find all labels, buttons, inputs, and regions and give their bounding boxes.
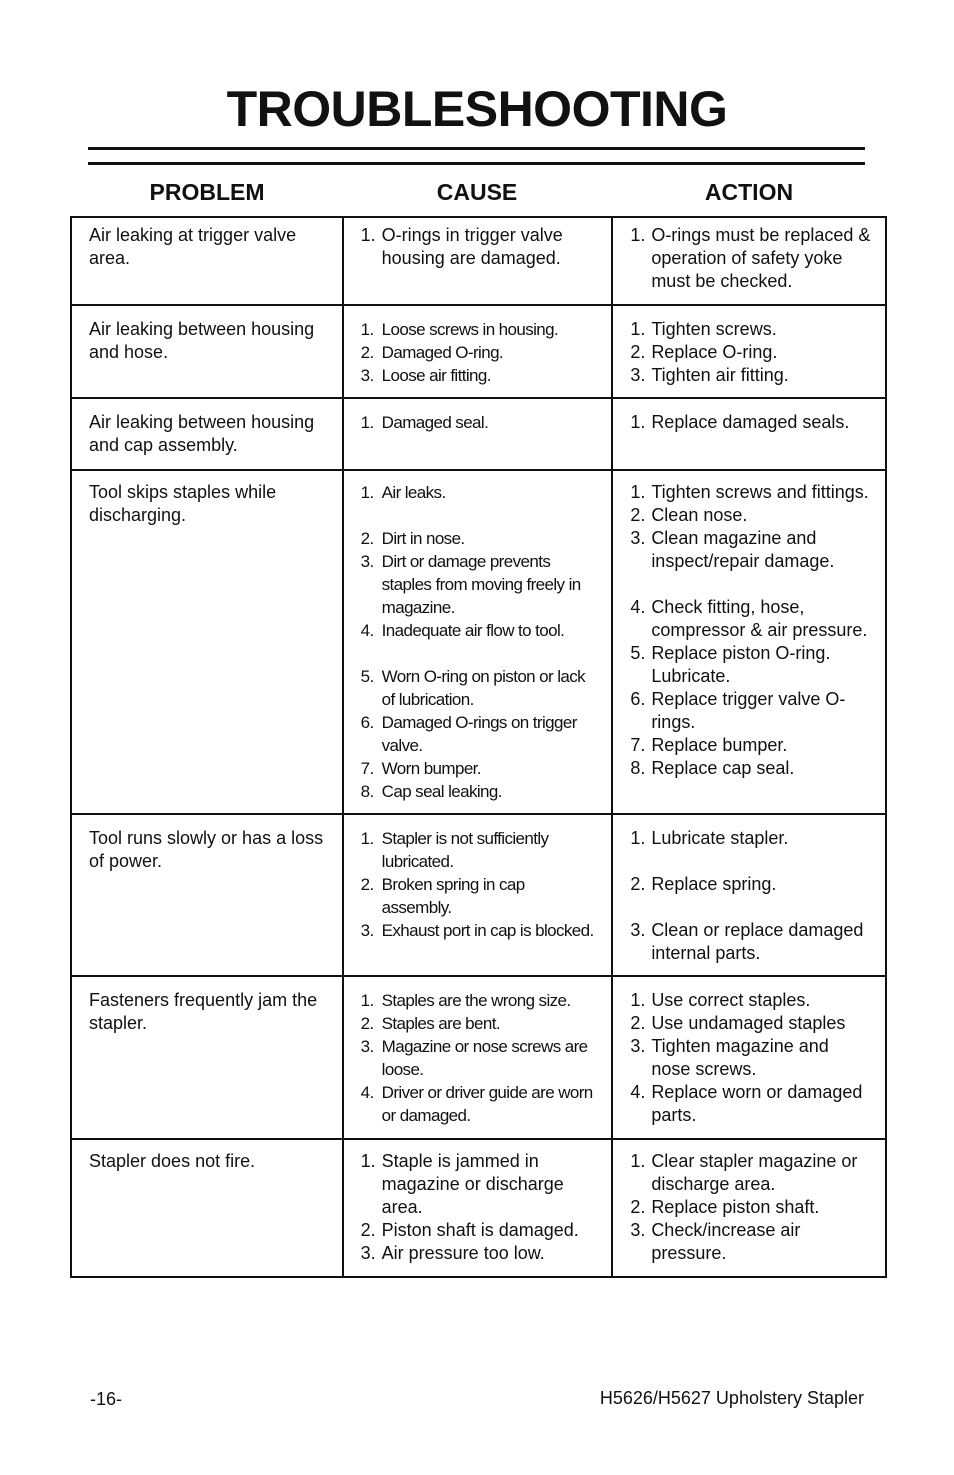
- cause-cell: [343, 217, 613, 305]
- list-item: 3. Magazine or nose screws are loose.: [360, 1037, 588, 1079]
- list-item: 4. Inadequate air flow to tool.: [360, 621, 565, 640]
- list-item: 2. Replace piston shaft.: [630, 1197, 820, 1217]
- action-cell: [612, 217, 886, 305]
- problem-cell: Air leaking between housing and cap assembly.: [71, 398, 343, 470]
- list-item: 3. Dirt or damage prevents staples from moving freely in magazine.: [360, 552, 581, 617]
- list-item: 1. Staple is jammed in magazine or discharge area.: [360, 1151, 564, 1217]
- column-header-cause: CAUSE: [436, 179, 518, 205]
- list-item: 1. Use correct staples.: [630, 990, 811, 1010]
- model-name: H5626/H5627 Upholstery Stapler: [599, 1388, 864, 1408]
- problem-cell: Fasteners frequently jam the stapler.: [71, 976, 343, 1139]
- table-row: [71, 217, 886, 305]
- action-cell: [612, 398, 886, 470]
- list-item: 3. Tighten air fitting.: [630, 365, 789, 385]
- list-item: 1. O-rings in trigger valve housing are damaged.: [360, 225, 563, 268]
- list-item: 5. Replace piston O-ring. Lubricate.: [630, 643, 831, 686]
- list-item: 3. Exhaust port in cap is blocked.: [360, 921, 594, 940]
- list-item: 3. Tighten magazine and nose screws.: [630, 1036, 829, 1079]
- list-item: 4. Check fitting, hose, compressor & air pressure.: [630, 597, 868, 640]
- action-cell: [612, 305, 886, 398]
- cause-cell: [343, 305, 613, 398]
- list-item: 3. Clean magazine and inspect/repair damage.: [630, 528, 835, 571]
- list-item: 2. Broken spring in cap assembly.: [360, 875, 525, 917]
- title-rule-bottom: [88, 162, 865, 165]
- problem-cell: Tool runs slowly or has a loss of power.: [71, 814, 343, 976]
- cause-cell: [343, 398, 613, 470]
- problem-cell: Air leaking at trigger valve area.: [71, 217, 343, 305]
- list-item: 3. Loose air fitting.: [360, 366, 491, 385]
- list-item: 1. Tighten screws and fittings.: [630, 482, 869, 502]
- list-item: 1. Tighten screws.: [630, 319, 777, 339]
- list-item: 2. Dirt in nose.: [360, 529, 465, 548]
- table-row: [71, 398, 886, 470]
- list-item: 4. Driver or driver guide are worn or damaged.: [360, 1083, 593, 1125]
- table-row: [71, 305, 886, 398]
- list-item: 2. Piston shaft is damaged.: [360, 1220, 579, 1240]
- list-item: 5. Worn O-ring on piston or lack of lubrication.: [360, 667, 586, 709]
- list-item: 8. Replace cap seal.: [630, 758, 795, 778]
- page-number: -16-: [90, 1389, 123, 1409]
- list-item: 7. Worn bumper.: [360, 759, 481, 778]
- cause-cell: [343, 976, 613, 1139]
- list-item: 1. Damaged seal.: [360, 413, 489, 432]
- list-item: 1. Loose screws in housing.: [360, 320, 559, 339]
- problem-cell: Stapler does not fire.: [71, 1139, 343, 1277]
- list-item: 1. Clear stapler magazine or discharge area.: [630, 1151, 858, 1194]
- action-cell: [612, 814, 886, 976]
- list-item: 6. Replace trigger valve O-rings.: [630, 689, 846, 732]
- list-item: 1. O-rings must be replaced & operation of safety yoke must be checked.: [630, 225, 871, 291]
- list-item: 2. Clean nose.: [630, 505, 748, 525]
- action-cell: [612, 976, 886, 1139]
- table-row: [71, 1139, 886, 1277]
- list-item: 7. Replace bumper.: [630, 735, 788, 755]
- action-cell: [612, 1139, 886, 1277]
- list-item: 4. Replace worn or damaged parts.: [630, 1082, 863, 1125]
- column-header-problem: PROBLEM: [149, 179, 265, 205]
- title-rule-top: [88, 147, 865, 150]
- table-row: [71, 814, 886, 976]
- table-row: [71, 976, 886, 1139]
- list-item: 1. Lubricate stapler.: [630, 828, 789, 848]
- list-item: 1. Stapler is not sufficiently lubricated.: [360, 829, 549, 871]
- list-item: 3. Clean or replace damaged internal parts.: [630, 920, 864, 963]
- list-item: 2. Replace O-ring.: [630, 342, 778, 362]
- page-title: TROUBLESHOOTING: [226, 81, 728, 137]
- list-item: 2. Staples are bent.: [360, 1014, 500, 1033]
- cause-cell: [343, 814, 613, 976]
- list-item: 1. Air leaks.: [360, 483, 446, 502]
- list-item: 2. Use undamaged staples: [630, 1013, 846, 1033]
- list-item: 2. Damaged O-ring.: [360, 343, 504, 362]
- cause-cell: [343, 470, 613, 814]
- column-header-action: ACTION: [704, 179, 794, 205]
- table-row: [71, 470, 886, 814]
- list-item: 3. Air pressure too low.: [360, 1243, 545, 1263]
- cause-cell: [343, 1139, 613, 1277]
- list-item: 2. Replace spring.: [630, 874, 777, 894]
- list-item: 3. Check/increase air pressure.: [630, 1220, 801, 1263]
- list-item: 1. Staples are the wrong size.: [360, 991, 571, 1010]
- list-item: 6. Damaged O-rings on trigger valve.: [360, 713, 577, 755]
- list-item: 1. Replace damaged seals.: [630, 412, 850, 432]
- troubleshooting-table: [70, 216, 887, 1278]
- list-item: 8. Cap seal leaking.: [360, 782, 502, 801]
- problem-cell: Tool skips staples while discharging.: [71, 470, 343, 814]
- action-cell: [612, 470, 886, 814]
- problem-cell: Air leaking between housing and hose.: [71, 305, 343, 398]
